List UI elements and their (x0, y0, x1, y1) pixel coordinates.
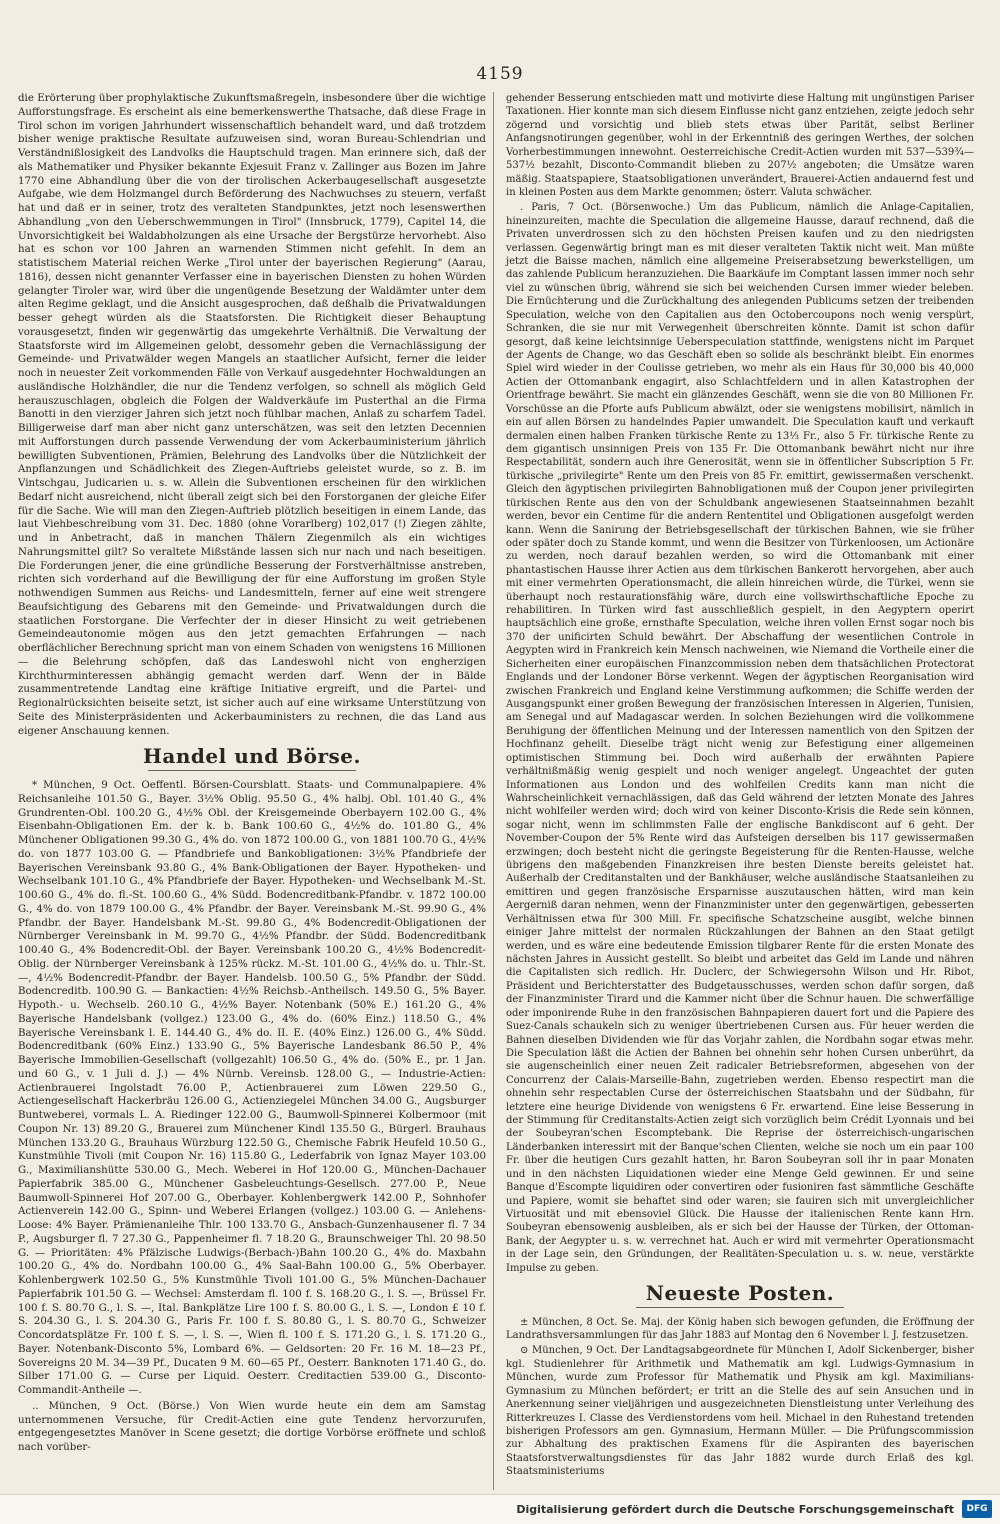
article-boerse-muenchen: .. München, 9 Oct. (Börse.) Von Wien wurde heute ein dem am Samstag unternommenen Versuche, für Credit-Actien eine gute Tendenz hervorzurufen, entgegengesetztes Manöver in Scene gesetzt; die dortige Vorbörse eröffnete und schloß nach vorüber- (18, 1399, 486, 1453)
article-paris-boersenwoche: . Paris, 7 Oct. (Börsenwoche.) Um das Publicum, nämlich die Anlage-Capitalien, hineinzureiten, machte die Speculation die allgemeine Hausse, darauf rechnend, daß die Privaten unverdrossen sich zu den höchsten Preisen kaufen und zu den niedrigsten verlassen. Gegenwärtig bringt man es mit dieser veralteten Taktik nicht weit. Man müßte jetzt die Baisse machen, nämlich eine allgemeine Preiserabsetzung bewerkstelligen, um das zahlende Publicum heranzuziehen. Die Baarkäufe im Comptant lassen immer noch sehr viel zu wünschen übrig, während sie sich bei weichenden Cursen immer wieder beleben. Die Ernüchterung und die Zurückhaltung des anlegenden Publicums setzen der treibenden Speculation, welche von den Capitalien aus den Octobercoupons noch wenig verspürt, Schranken, die sie nur mit Verwegenheit überschreiten könnte. Damit ist schon dafür gesorgt, daß keine leichtsinnige Ueberspeculation stattfinde, wenigstens nicht im Parquet der Agents de Change, wo das Geschäft eben so solide als beschränkt bleibt. Ein enormes Spiel wird wieder in der Coulisse getrieben, wo mehr als ein Haus für 30,000 bis 40,000 Actien der Ottomanbank engagirt, also Schlachtfeldern und in allen Katastrophen der Orientfrage bewährt. Sie macht ein glänzendes Geschäft, wenn sie die von 80 Millionen Fr. Vorschüsse an die Pforte aufs Publicum abwälzt, oder sie wenigstens mobilisirt, nämlich in ein auf allen Börsen zu handelndes Papier umwandelt. Die Speculation kauft und verkauft dermalen einen halben Franken türkische Rente zu 13⅓ Fr., also 5 Fr. türkische Rente zu dem gigantisch unsinnigen Preis von 135 Fr. Die Ottomanbank bewährt nicht nur ihre Respectabilität, sondern auch ihre Generosität, wenn sie in öffentlicher Subscription 5 Fr. türkische „privilegirte" Rente um den Preis von 85 Fr. emittirt, gewissermaßen verschenkt. Gleich den ägyptischen privilegirten Bahnobligationen muß der Coupon jener privilegirten türkischen Rente aus den von der Schuldbank angewiesenen Staatseinnahmen bezahlt werden, bevor ein Centime für die andern Rententitel und Obligationen ausgefolgt werden kann. Wenn die Sanirung der Betriebsgesellschaft der türkischen Bahnen, wie sie früher oder später doch zu Stande kommt, und wenn die Besitzer von Türkenloosen, um Actionäre zu werden, noch darauf bezahlen werden, so wird die Ottomanbank mit einer phantastischen Hausse ihrer Actien aus dem türkischen Bankerott hervorgehen, aber auch mit einer vermehrten Operationsmacht, die allein hinreichen würde, die Türkei, wenn sie überhaupt noch restaurationsfähig wäre, durch eine vollswirthschaftliche Epoche zu rehabilitiren. In Türken wird fast ausschließlich gespielt, in den Aegyptern operirt hauptsächlich eine große, ernsthafte Speculation, welche ihren vollen Ernst sogar noch bis 370 der unificirten Schuld bewährt. Der Abschaffung der wesentlichen Controle in Aegypten wird in Frankreich kein Mensch nachweinen, wie Niemand die Vortheile einer die Sicherheiten einer europäischen Finanzcommission neben dem thatsächlichen Protectorat Englands und der Londoner Börse verkennt. Wegen der ägyptischen Reorganisation wird zwischen Frankreich und England keine Verstimmung aufkommen; die Schiffe werden der Ausgangspunkt einer großen Bewegung der französischen Interessen in Algerien, Tunisien, am Senegal und auf Madagascar werden. In solchen Beziehungen wird die vollkommene Beruhigung der öffentlichen Meinung und der Interessen namentlich von den Spitzen der Hochfinanz geheilt. Dieselbe trägt nicht wenig zur Befestigung einer allgemeinen optimistischen Stimmung bei. Doch wird außerhalb der erwähnten Papiere verhältnißmäßig wenig gespielt und noch weniger angelegt. Ungeachtet der guten Informationen aus London und des wohlfeilen Credits kann man nicht die Wahrscheinlichkeit vernachlässigen, daß das Geld während der letzten Monate des Jahres nicht wohlfeiler werden wird; doch wird von keiner Disconto-Krisis die Rede sein können, sogar nicht, wenn im schlimmsten Falle der englische Bankdiscont auf 6 geht. Der November-Coupon der 5% Rente wird das Aufsteigen derselben bis 117 gewissermaßen erzwingen; doch besteht nicht die geringste Begeisterung für die Renten-Hausse, welche übrigens den maßgebenden Finanzkreisen ihre besten Dienste bereits geleistet hat. Außerhalb der Creditanstalten und der Bankhäuser, welche ausländische Staatsanleihen zu emittiren und gegen französische Ersparnisse auszutauschen hätten, wird man kein Aergerniß daran nehmen, wenn der Finanzminister unter den gegenwärtigen, gebesserten Verhältnissen etwa für 300 Mill. Fr. specifische Schatzscheine ausgibt, welche binnen einiger Jahre mittelst der normalen Rückzahlungen der Bahnen an den Staat getilgt werden, und es wäre eine bedeutende Emission tilgbarer Rente für die ersten Monate des nächsten Jahres in Aussicht gestellt. So bleibt und arbeitet das Geld im Lande und nähren die Capitalisten sich redlich. Hr. Duclerc, der Schwiegersohn Wilson und Hr. Ribot, Präsident und Berichterstatter des Budgetausschusses, werden schon dafür sorgen, daß der Finanzminister Tirard und die Kammer nicht über die Schnur hauen. Die schwerfällige oder imponirende Ruhe in den französischen Bahnpapieren dauert fort und die Papiere des Suez-Canals schaukeln sich zu weniger übertriebenen Cursen aus. Für heuer werden die Bahnen dieselben Dividenden wie für das Vorjahr zahlen, die Nordbahn sogar etwas mehr. Die Speculation läßt die Actien der Bahnen bei ohnehin sehr hohen Cursen unberührt, da sie augenscheinlich einer neuen Zeit radicaler Betriebsreformen, abgesehen von der Concurrenz der Calais-Marseille-Bahn, zugetrieben werden. Ebenso respectirt man die ohnehin sehr respectablen Curse der österreichischen Staatsbahn und der Südbahn, für letztere eine heurige Dividende von wenigstens 6 Fr. erwartend. Eine leise Besserung in der Stimmung für Creditanstalts-Actien zeigt sich vorzüglich beim Crédit Lyonnais und bei der Soubeyran'schen Escomptebank. Die Reprise der österreichisch-ungarischen Länderbanken interessirt mit der Banque'schen Clienten, welche sie noch um ein paar 100 Fr. über die heutigen Curs gezahlt hatten, hr. Baron Soubeyran soll ihr in paar Monaten und in den nächsten Liquidationen wieder eine Menge Geld gewinnen. Er und seine Banque d'Escompte liquidiren oder convertiren oder fusioniren fast sämmtliche Geschäfte und Papiere, womit sie behaftet sind oder waren; sie fauiren sich mit unvergleichlicher Virtuosität und mit ebensoviel Glück. Die Hausse der italienischen Rente kann Hrn. Soubeyran ebensowenig ausbleiben, als er sich bei der Hausse der Türken, der Ottoman-Bank, der Aegypter u. s. w. verrechnet hat. Auch er wird mit vermehrter Operationsmacht in der Lage sein, den Gründungen, der Realitäten-Speculation u. s. w. neue, verstärkte Impulse zu geben. (506, 202, 974, 1274)
section-divider (148, 770, 356, 771)
page-number: 4159 (476, 64, 524, 84)
section-divider (636, 1307, 844, 1308)
column-divider (493, 92, 494, 1490)
footer-credit-text: Digitalisierung gefördert durch die Deutsche Forschungsgemeinschaft (516, 1503, 954, 1516)
article-landrath: ± München, 8 Oct. Se. Maj. der König haben sich bewogen gefunden, die Eröffnung der Landrathsversammlungen für das Jahr 1883 auf Montag den 6 November l. J. festzusetzen. (506, 1316, 974, 1341)
article-boerse-continued: gehender Besserung entschieden matt und motivirte diese Haltung mit ungünstigen Pariser Taxationen. Hier konnte man sich diesem Einflusse nicht ganz entziehen, zeigte jedoch sehr zögernd und vorsichtig und blieb stets etwas über Parität, selbst Berliner Anfangsnotirungen gegenüber, wohl in der Erkenntniß des geringen Werthes, der solchen Vorherbestimmungen innewohnt. Oesterreichische Credit-Actien wurden mit 537—539¾—537½ bezahlt, Disconto-Commandit blieben zu 207½ angeboten; die Umsätze waren mäßig. Staatspapiere, Staatsobligationen unverändert, Brauerei-Actien andauernd fest und in kleinen Posten aus dem Markte genommen; österr. Valuta schwächer. (506, 93, 974, 198)
article-boersen-coursblatt: * München, 9 Oct. Oeffentl. Börsen-Coursblatt. Staats- und Communalpapiere. 4% Reichsanleihe 101.50 G., Bayer. 3½% Oblig. 95.50 G., 4% halbj. Obl. 101.40 G., 4% Grundrenten-Obl. 100.20 G., 4½% Obl. der Kreisgemeinde Oberbayern 102.00 G., 4% Eisenbahn-Obligationen Em. der k. b. Bank 100.60 G., 4½% do. 101.80 G., 4% Münchener Obligationen 99.30 G., 4% do. von 1872 100.00 G., von 1881 100.70 G., 4½% do. von 1877 103.00 G. — Pfandbriefe und Bankobligationen: 3½% Pfandbriefe der Bayerischen Vereinsbank 93.80 G., 4% Bank-Obligationen der Bayer. Hypotheken- und Wechselbank 101.10 G., 4% Pfandbriefe der Bayer. Hypotheken- und Wechselbank M.-St. 100.60 G., 4% do. fl.-St. 100.60 G., 4% Südd. Bodencreditbank-Pfandbr. v. 1872 100.00 G., 4% do. von 1879 100.00 G., 4% Pfandbr. der Bayer. Vereinsbank M.-St. 99.90 G., 4% Pfandbr. der Bayer. Handelsbank M.-St. 99.80 G., 4% Bodencredit-Obligationen der Nürnberger Vereinsbank in M. 99.70 G., 4½% Pfandbr. der Südd. Bodencreditbank 100.40 G., 4% Bodencredit-Obl. der Bayer. Vereinsbank 100.20 G., 4½% Bodencredit-Oblig. der Nürnberger Vereinsbank à 125% rückz. M.-St. 101.00 G., 4½% do. u. Thlr.-St. —, 4½% Bodencredit-Pfandbr. der Bayer. Handelsb. 100.50 G., 5% Pfandbr. der Südd. Bodencreditb. 100.90 G. — Bankactien: 4½% Reichsb.-Antheilsch. 149.50 G., 5% Bayer. Hypoth.- u. Wechselb. 260.10 G., 4½% Bayer. Notenbank (50% E.) 161.20 G., 4% Bayerische Handelsbank (vollgez.) 123.00 G., 4% do. (60% Einz.) 118.50 G., 4% Bayerische Vereinsbank l. E. 144.40 G., 4% do. II. E. (40% Einz.) 126.00 G., 4% Südd. Bodencreditbank (60% Einz.) 133.90 G., 5% Bayerische Landesbank 86.50 P., 4% Bayerische Immobilien-Gesellschaft (vollgezahlt) 106.50 G., 4% do. (50% E., pr. 1 Jan. und 60 G., v. 1 Juli d. J.) — 4% Nürnb. Vereinsb. 128.00 G., — Industrie-Actien: Actienbrauerei Ingolstadt 76.00 P., Actienbrauerei zum Löwen 229.50 G., Actiengesellschaft Hackerbräu 126.00 G., Actienziegelei München 34.00 G., Augsburger Buntweberei, vormals L. A. Riedinger 122.00 G., Baumwoll-Spinnerei Kolbermoor (mit Coupon Nr. 13) 89.20 G., Brauerei zum Münchener Kindl 135.50 G., Bürgerl. Brauhaus München 133.20 G., Brauhaus Würzburg 122.50 G., Chemische Fabrik Heufeld 10.50 G., Kunstmühle Tivoli (mit Coupon Nr. 16) 115.80 G., Lederfabrik von Ignaz Mayer 103.00 G., Maximilianshütte 530.00 G., Mech. Weberei in Hof 120.00 G., München-Dachauer Papierfabrik 385.00 G., Münchener Gasbeleuchtungs-Gesellsch. 277.00 P., Neue Baumwoll-Spinnerei Hof 207.00 G., Oberbayer. Kohlenbergwerk 142.00 P., Sohnhofer Actienverein 142.00 G., Spinn- und Weberei Erlangen (vollgez.) 103.00 G. — Anlehens-Loose: 4% Bayer. Prämienanleihe Thlr. 100 133.70 G., Ansbach-Gunzenhausener fl. 7 34 P., Augsburger fl. 7 27.30 G., Pappenheimer fl. 7 18.20 G., Braunschweiger Thl. 20 98.50 G. — Prioritäten: 4% Pfälzische Ludwigs-(Berbach-)Bahn 100.20 G., 4% do. Maxbahn 100.20 G., 4% do. Nordbahn 100.00 G., 4% Saal-Bahn 100.00 G., 5% Oberbayer. Kohlenbergwerk 102.50 G., 5% Kunstmühle Tivoli 101.00 G., 5% München-Dachauer Papierfabrik 101.50 G. — Wechsel: Amsterdam fl. 100 f. S. 168.20 G., l. S. —, Brüssel Fr. 100 f. S. 80.70 G., l. S. —, Ital. Bankplätze Lire 100 f. S. 80.00 G., l. S. —, London £ 10 f. S. 204.30 G., l. S. 204.30 G., Paris Fr. 100 f. S. 80.80 G., l. S. 80.70 G., Schweizer Concordatsplätze Fr. 100 f. S. —, l. S. —, Wien fl. 100 f. S. 171.20 G., l. S. 171.20 G., Bayer. Notenbank-Disconto 5%, Lombard 6%. — Geldsorten: 20 Fr. 16 M. 18—23 Pf., Sovereigns 20 M. 34—39 Pf., Ducaten 9 M. 60—65 Pf., Oesterr. Banknoten 171.40 G., do. Silber 171.00 G. — Curse per Liquid. Oesterr. Creditactien 539.00 G., Disconto-Commandit-Antheile —. (18, 779, 486, 1396)
section-title-neueste-posten: Neueste Posten. (645, 1281, 835, 1306)
digitization-footer (0, 1494, 1000, 1524)
article-sickenberger: ⊙ München, 9 Oct. Der Landtagsabgeordnete für München I, Adolf Sickenberger, bisher kgl. Studienlehrer für Arithmetik und Mathematik am kgl. Ludwigs-Gymnasium in München, wurde zum Professor für Mathematik und Physik am kgl. Maximilians-Gymnasium zu München befördert; er tritt an die Stelle des auf sein Ansuchen und in Anerkennung seiner vieljährigen und ausgezeichneten Dienstleistung unter Verleihung des Ritterkreuzes I. Classe des Verdienstordens vom heil. Michael in den Ruhestand tretenden bisherigen Professors am gen. Gymnasium, Hermann Müller. — Die Prüfungscommission zur Abhaltung des praktischen Examens für die Aspiranten des bayerischen Staatsforstverwaltungsdienstes für das Jahr 1882 wurde durch Erlaß des kgl. Staatsministeriums (506, 1345, 974, 1478)
right-column (506, 92, 974, 1481)
dfg-logo: DFG (962, 1500, 992, 1518)
left-column (18, 92, 486, 1457)
article-forestry-text: die Erörterung über prophylaktische Zukunftsmaßregeln, insbesondere über die wichtige Aufforstungsfrage. Es erscheint als eine bemerkenswerthe Thatsache, daß diese Frage in Tirol schon im vorigen Jahrhundert wissenschaftlich behandelt ward, und daß trotzdem bisher wenige praktische Resultate aufzuweisen sind, woran Bureau-Schlendrian und Verständnißlosigkeit des Landvolks die Hauptschuld tragen. Man erinnere sich, daß der als Mathematiker und Physiker bekannte Exjesuit Franz v. Zallinger aus Bozen im Jahre 1770 eine Abhandlung über die von der tirolischen Ackerbaugesellschaft ausgesetzte Aufgabe, wie dem Holzmangel durch Beförderung des Nachwuchses zu steuern, verfaßt hat und daß er in seiner, trotz des veralteten Standpunktes, jetzt noch lesenswerthen Abhandlung „von den Ueberschwemmungen in Tirol" (Innsbruck, 1779), Capitel 14, die Unvorsichtigkeit bei Waldabholzungen als eine Ursache der Bergstürze hervorhebt. Also hat es schon vor 100 Jahren an warnenden Stimmen nicht gefehlt. In dem an statistischem Material reichen Werke „Tirol unter der bayerischen Regierung" (Aarau, 1816), dessen nicht genannter Verfasser eine in bayerischen Diensten zu hohen Würden gelangter Tiroler war, wird über die ungenügende Besetzung der Waldämter unter dem alten Regime geklagt, und die Ansicht ausgesprochen, daß deßhalb die Privatwaldungen besser gehegt würden als die Staatsforsten. Die Richtigkeit dieser Behauptung vorausgesetzt, finden wir gegenwärtig das umgekehrte Verhältniß. Die Verwaltung der Staatsforste wird im Allgemeinen gelobt, dessomehr geben die Vernachlässigung der Gemeinde- und Privatwälder wegen Mangels an staatlicher Aufsicht, ferner die leider noch in neuester Zeit vorkommenden Fälle von Verkauf ausgedehnter Hochwaldungen an ausländische Holzhändler, die nur die Tendenz verfolgen, so schnell als möglich Geld herauszuschlagen, obgleich die Folgen der Waldverkäufe im Pusterthal an die Firma Banotti in den vierziger Jahren sich jetzt noch fühlbar machen, Anlaß zu scharfem Tadel. Billigerweise darf man aber nicht ganz unterschätzen, was seit den letzten Decennien mit Aufforstungen durch passende Verwendung der vom Ackerbauministerium jährlich bewilligten Subventionen, Prämien, Belehrung des Landvolks über die Nützlichkeit der Anpflanzungen und Schädlichkeit des Ziegen-Auftriebs geleistet wurde, so z. B. im Vintschgau, Judicarien u. s. w. Allein die Subventionen erscheinen für den wirklichen Bedarf nicht ausreichend, nicht überall zeigt sich bei den Forstorganen der gleiche Eifer für die Sache. Wie will man den Ziegen-Auftrieb plötzlich beseitigen in einem Lande, das laut Viehbeschreibung vom 31. Dec. 1880 (ohne Vorarlberg) 102,017 (!) Ziegen zählte, und in Anbetracht, daß in manchen Thälern Ziegenmilch als ein wichtiges Nahrungsmittel gilt? So veraltete Mißstände lassen sich nur nach und nach beseitigen. Die Forderungen jener, die eine gründliche Besserung der Forstverhältnisse anstreben, richten sich vorderhand auf die Bewilligung der für eine Aufforstung im großen Style nothwendigen Summen aus Reichs- und Landesmitteln, ferner auf eine weit strengere Beaufsichtigung des Gebarens mit den Gemeinde- und Privatwaldungen durch die staatlichen Forstorgane. Die Verfechter der in dieser Hinsicht zu weit getriebenen Gemeindeautonomie mögen aus den jetzt gemachten Erfahrungen — nach oberflächlicher Berechnung spricht man von einem Schaden von wenigstens 16 Millionen — die Belehrung schöpfen, daß das Landeswohl nicht von engherzigen Kirchthurminteressen abhängig gemacht werden darf. Wenn der in Bälde zusammentretende Landtag eine kräftige Initiative ergreift, und die Partei- und Regionalrücksichten beiseite setzt, ist sicher auch auf eine wirksame Unterstützung von Seite des Ministerpräsidenten und Ackerbauministers zu rechnen, die das Land aus eigener Anschauung kennen. (18, 92, 486, 737)
section-title-handel: Handel und Börse. (143, 744, 361, 769)
